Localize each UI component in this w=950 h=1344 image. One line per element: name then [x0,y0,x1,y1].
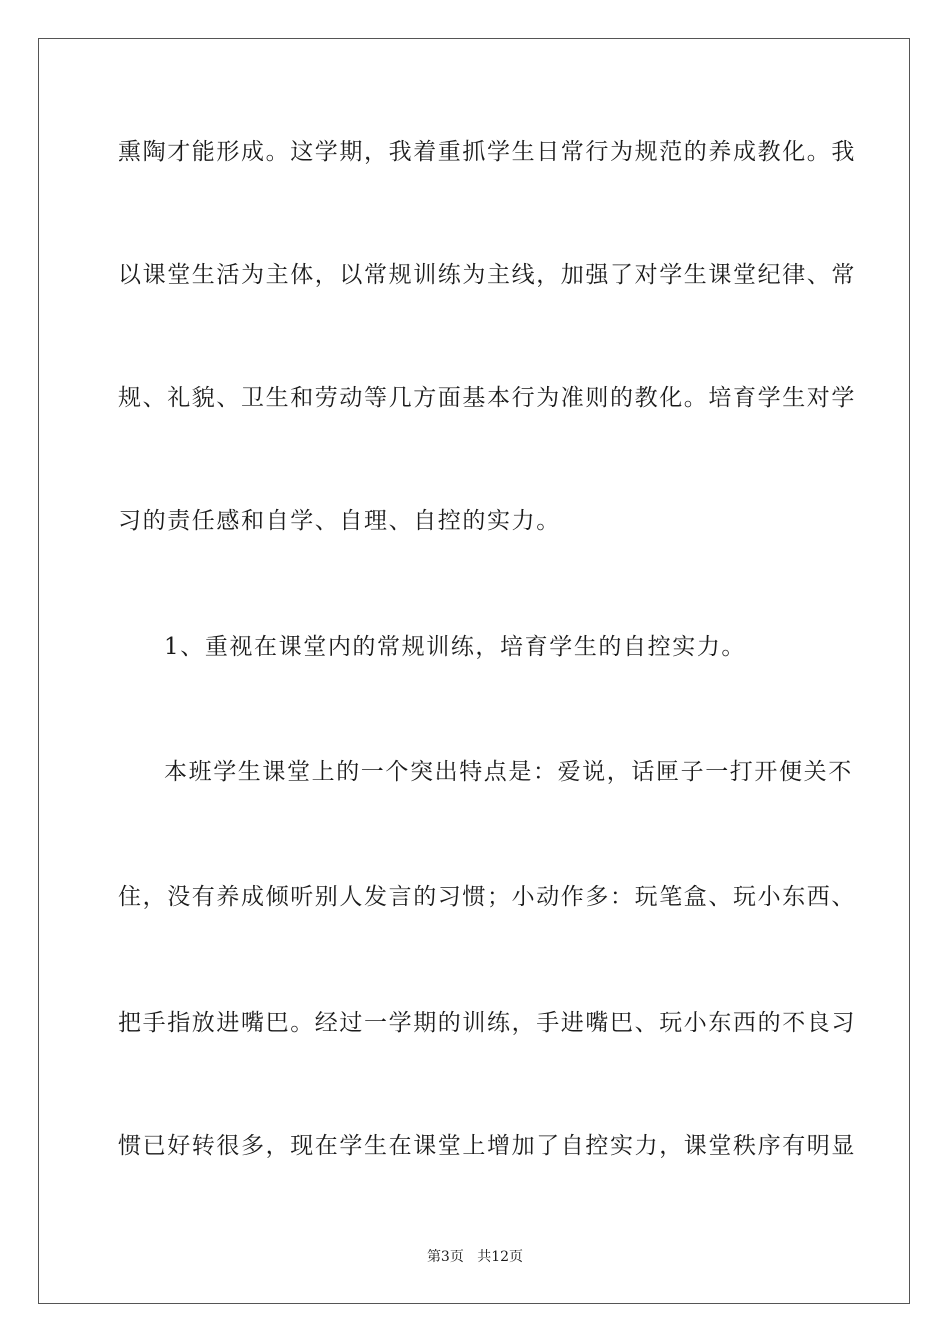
paragraph-line-4: 习的责任感和自学、自理、自控的实力。 [118,508,561,534]
total-pages: 共12页 [477,1249,524,1265]
page-number: 第3页 [426,1249,464,1265]
paragraph-line-3: 规、礼貌、卫生和劳动等几方面基本行为准则的教化。培育学生对学 [118,385,856,411]
paragraph-line-7: 把手指放进嘴巴。经过一学期的训练，手进嘴巴、玩小东西的不良习 [118,1010,856,1036]
page-border [38,38,910,1304]
paragraph-line-6: 住，没有养成倾听别人发言的习惯；小动作多：玩笔盒、玩小东西、 [118,884,856,910]
paragraph-line-5: 本班学生课堂上的一个突出特点是：爱说，话匣子一打开便关不 [164,759,853,785]
section-heading: 1、重视在课堂内的常规训练，培育学生的自控实力。 [164,634,747,660]
paragraph-line-8: 惯已好转很多，现在学生在课堂上增加了自控实力，课堂秩序有明显 [118,1133,856,1159]
page-footer [0,1247,950,1267]
paragraph-line-2: 以课堂生活为主体，以常规训练为主线，加强了对学生课堂纪律、常 [118,262,856,288]
paragraph-line-1: 熏陶才能形成。这学期，我着重抓学生日常行为规范的养成教化。我 [118,139,856,165]
